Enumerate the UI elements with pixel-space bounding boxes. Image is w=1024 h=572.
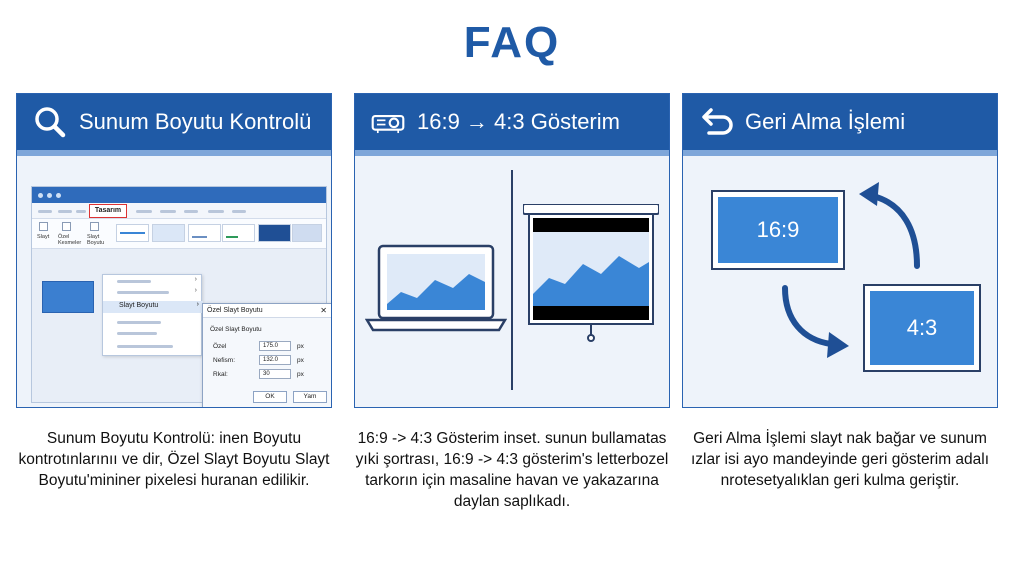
card-title: Geri Alma İşlemi [745, 109, 906, 134]
dialog-row-label: Rkal: [213, 371, 228, 378]
card-header [17, 94, 331, 156]
ratio-box-16-9 [711, 190, 845, 270]
theme-thumbnail[interactable] [222, 224, 255, 242]
unit-label: px [297, 343, 304, 350]
unit-label: px [297, 357, 304, 364]
page-title: FAQ [463, 18, 561, 67]
unit-label: px [297, 371, 304, 378]
custom-slide-size-dialog [202, 303, 332, 408]
card-title: 16:9 → 4:3 Gösterim [417, 109, 620, 134]
dialog-group-label: Özel Slayt Boyutu [210, 326, 262, 333]
ribbon-label: Slayt Boyutu [87, 234, 105, 246]
theme-thumbnail[interactable] [116, 224, 149, 242]
slide-size-menu: › › Slayt Boyutu › [102, 274, 202, 356]
projector-icon [371, 105, 405, 139]
slide-thumbnail[interactable] [42, 281, 94, 313]
slide-icon [39, 222, 48, 231]
ribbon-label: Özel Kesmeler [58, 234, 82, 246]
laptop-icon [365, 244, 507, 334]
card-description: Geri Alma İşlemi slayt nak bağar ve sunum ızlar isi ayo mandeyinde geri gösterim adalı nrotesetyalıklan geri kulma geriştir. [690, 430, 990, 489]
ribbon [32, 219, 326, 249]
tab-design[interactable]: Tasarım [89, 204, 127, 218]
ok-button[interactable]: OK [253, 391, 287, 403]
height-input[interactable]: 132.0 [259, 355, 291, 365]
dialog-title: Özel Slayt Boyutu ✕ [203, 304, 332, 318]
card-description: Sunum Boyutu Kontrolü: inen Boyutu kontrotınlarınıı ve dir, Özel Slayt Boyutu Slayt Boyutu'mininer pixelesi huranan edilikir. [18, 430, 330, 489]
faq-card-undo [682, 93, 998, 408]
slide-size-icon [90, 222, 99, 231]
projector-screen-icon [523, 204, 659, 344]
width-input[interactable]: 175.0 [259, 341, 291, 351]
ratio-box-4-3 [863, 284, 981, 372]
window-titlebar [32, 187, 326, 203]
theme-thumbnail[interactable] [258, 224, 291, 242]
divider [511, 170, 513, 390]
card-description: 16:9 -> 4:3 Gösterim inset. sunun bullamatas yıki şortrası, 16:9 -> 4:3 gösterim's letterbozel tarkorın için masaline havan ve yakazarına daylan saplıkadı. [355, 430, 669, 510]
card-title: Sunum Boyutu Kontrolü [79, 109, 312, 134]
theme-thumbnail[interactable] [152, 224, 185, 242]
ribbon-label: Slayt [37, 234, 50, 240]
card-header [683, 94, 997, 156]
dialog-row-label: Nefism: [213, 357, 236, 364]
faq-card-slide-size [16, 93, 332, 408]
cancel-button[interactable]: Yam [293, 391, 327, 403]
section-icon [62, 222, 71, 231]
number-input[interactable]: 30 [259, 369, 291, 379]
card-header [355, 94, 669, 156]
ratio-label: 4:3 [870, 291, 974, 365]
powerpoint-window-mock [31, 186, 327, 403]
dialog-row-label: Özel [213, 343, 227, 350]
undo-arrow-icon [699, 105, 733, 139]
ratio-label: 16:9 [718, 197, 838, 263]
theme-thumbnail[interactable] [292, 224, 322, 242]
theme-thumbnail[interactable] [188, 224, 221, 242]
curved-arrow-icon [777, 284, 857, 360]
close-icon[interactable]: ✕ [320, 306, 327, 315]
magnifier-icon [33, 105, 67, 139]
faq-card-aspect-display [354, 93, 670, 408]
curved-arrow-icon [855, 180, 925, 270]
menu-item-slide-size[interactable]: Slayt Boyutu › [103, 301, 203, 313]
menu-bar [32, 203, 326, 219]
